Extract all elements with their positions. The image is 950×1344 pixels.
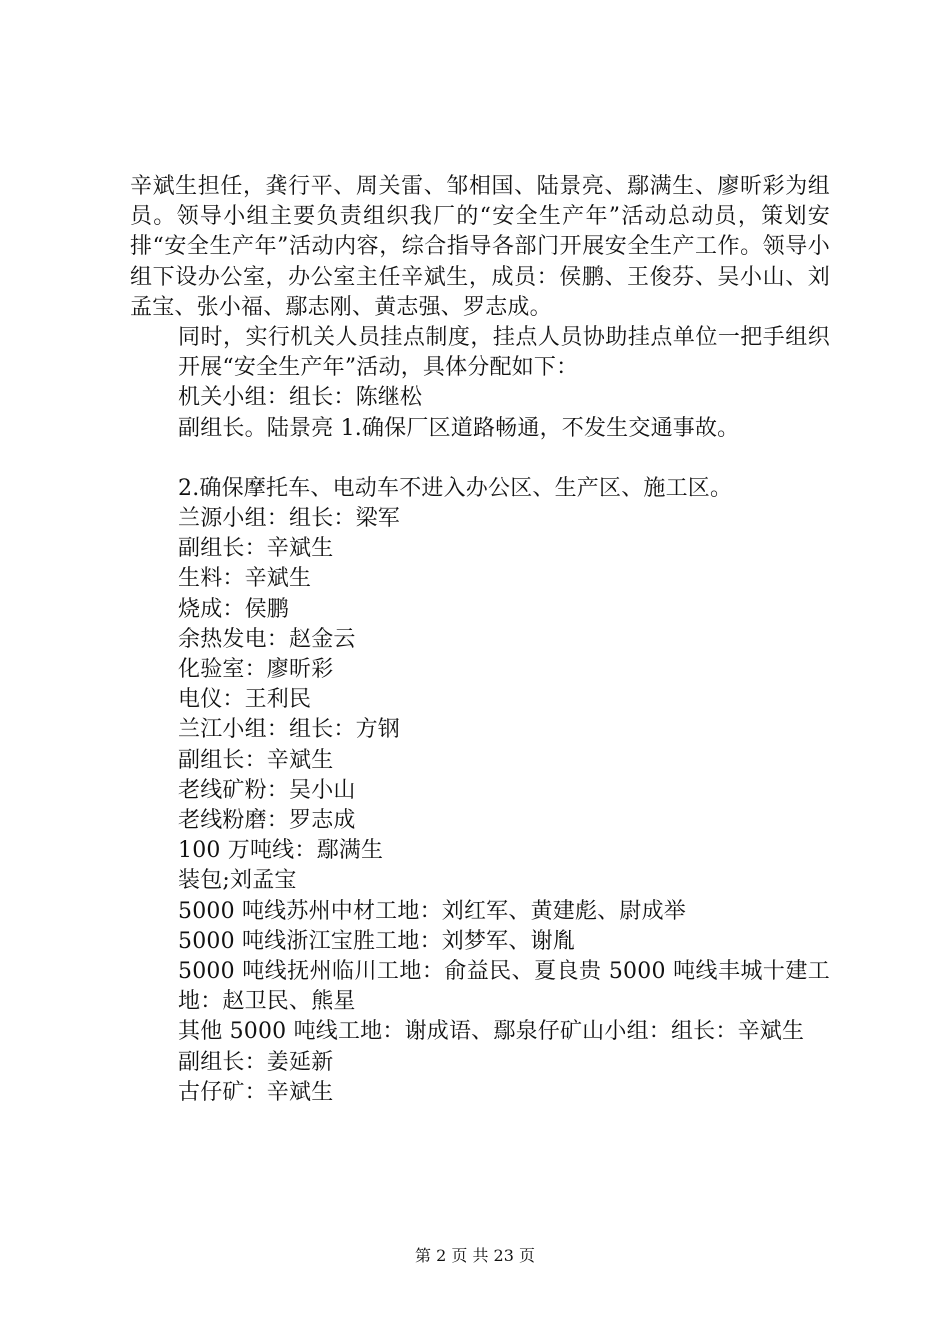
list-item: 2.确保摩托车、电动车不进入办公区、生产区、施工区。 [178,475,733,501]
list-item: 烧成：侯鹏 [178,596,290,622]
list-item: 5000 吨线浙江宝胜工地：刘梦军、谢胤 [178,928,575,954]
list-item: 副组长。陆景亮 1.确保厂区道路畅通，不发生交通事故。 [178,415,740,441]
list-item: 其他 5000 吨线工地：谢成语、鄢泉仔矿山小组：组长：辛斌生 [178,1019,805,1045]
list-item: 装包;刘孟宝 [178,868,297,894]
list-item: 古仔矿：辛斌生 [178,1079,334,1105]
list-item: 老线矿粉：吴小山 [178,777,356,803]
list-item: 电仪：王利民 [178,687,312,713]
document-body [130,172,830,1108]
paragraph-leadership-group: 辛斌生担任，龚行平、周关雷、邹相国、陆景亮、鄢满生、廖昕彩为组员。领导小组主要负责组织我厂的“安全生产年”活动总动员，策划安排“安全生产年”活动内容，综合指导各部门开展安全生产工作。领导小组下设办公室，办公室主任辛斌生，成员：侯鹏、王俊芬、吴小山、刘孟宝、张小福、鄢志刚、黄志强、罗志成。 [130,174,830,320]
list-item: 老线粉磨：罗志成 [178,808,356,834]
list-item: 100 万吨线：鄢满生 [178,838,384,864]
list-item: 5000 吨线苏州中材工地：刘红军、黄建彪、尉成举 [178,898,686,924]
list-item: 兰源小组：组长：梁军 [178,506,401,532]
list-item: 副组长：姜延新 [178,1049,334,1075]
list-item: 化验室：廖昕彩 [178,657,334,683]
list-item: 余热发电：赵金云 [178,626,356,652]
list-item: 生料：辛斌生 [178,566,312,592]
list-item: 兰江小组：组长：方钢 [178,717,401,743]
list-item: 5000 吨线抚州临川工地：俞益民、夏良贵 5000 吨线丰城十建工地：赵卫民、熊星 [178,959,830,1015]
list-item: 副组长：辛斌生 [178,536,334,562]
page-number-footer: 第 2 页 共 23 页 [415,1246,535,1265]
paragraph-liaison-system: 同时，实行机关人员挂点制度，挂点人员协助挂点单位一把手组织开展“安全生产年”活动，具体分配如下： [178,325,830,381]
list-item: 副组长：辛斌生 [178,747,334,773]
list-item: 机关小组：组长：陈继松 [178,385,423,411]
